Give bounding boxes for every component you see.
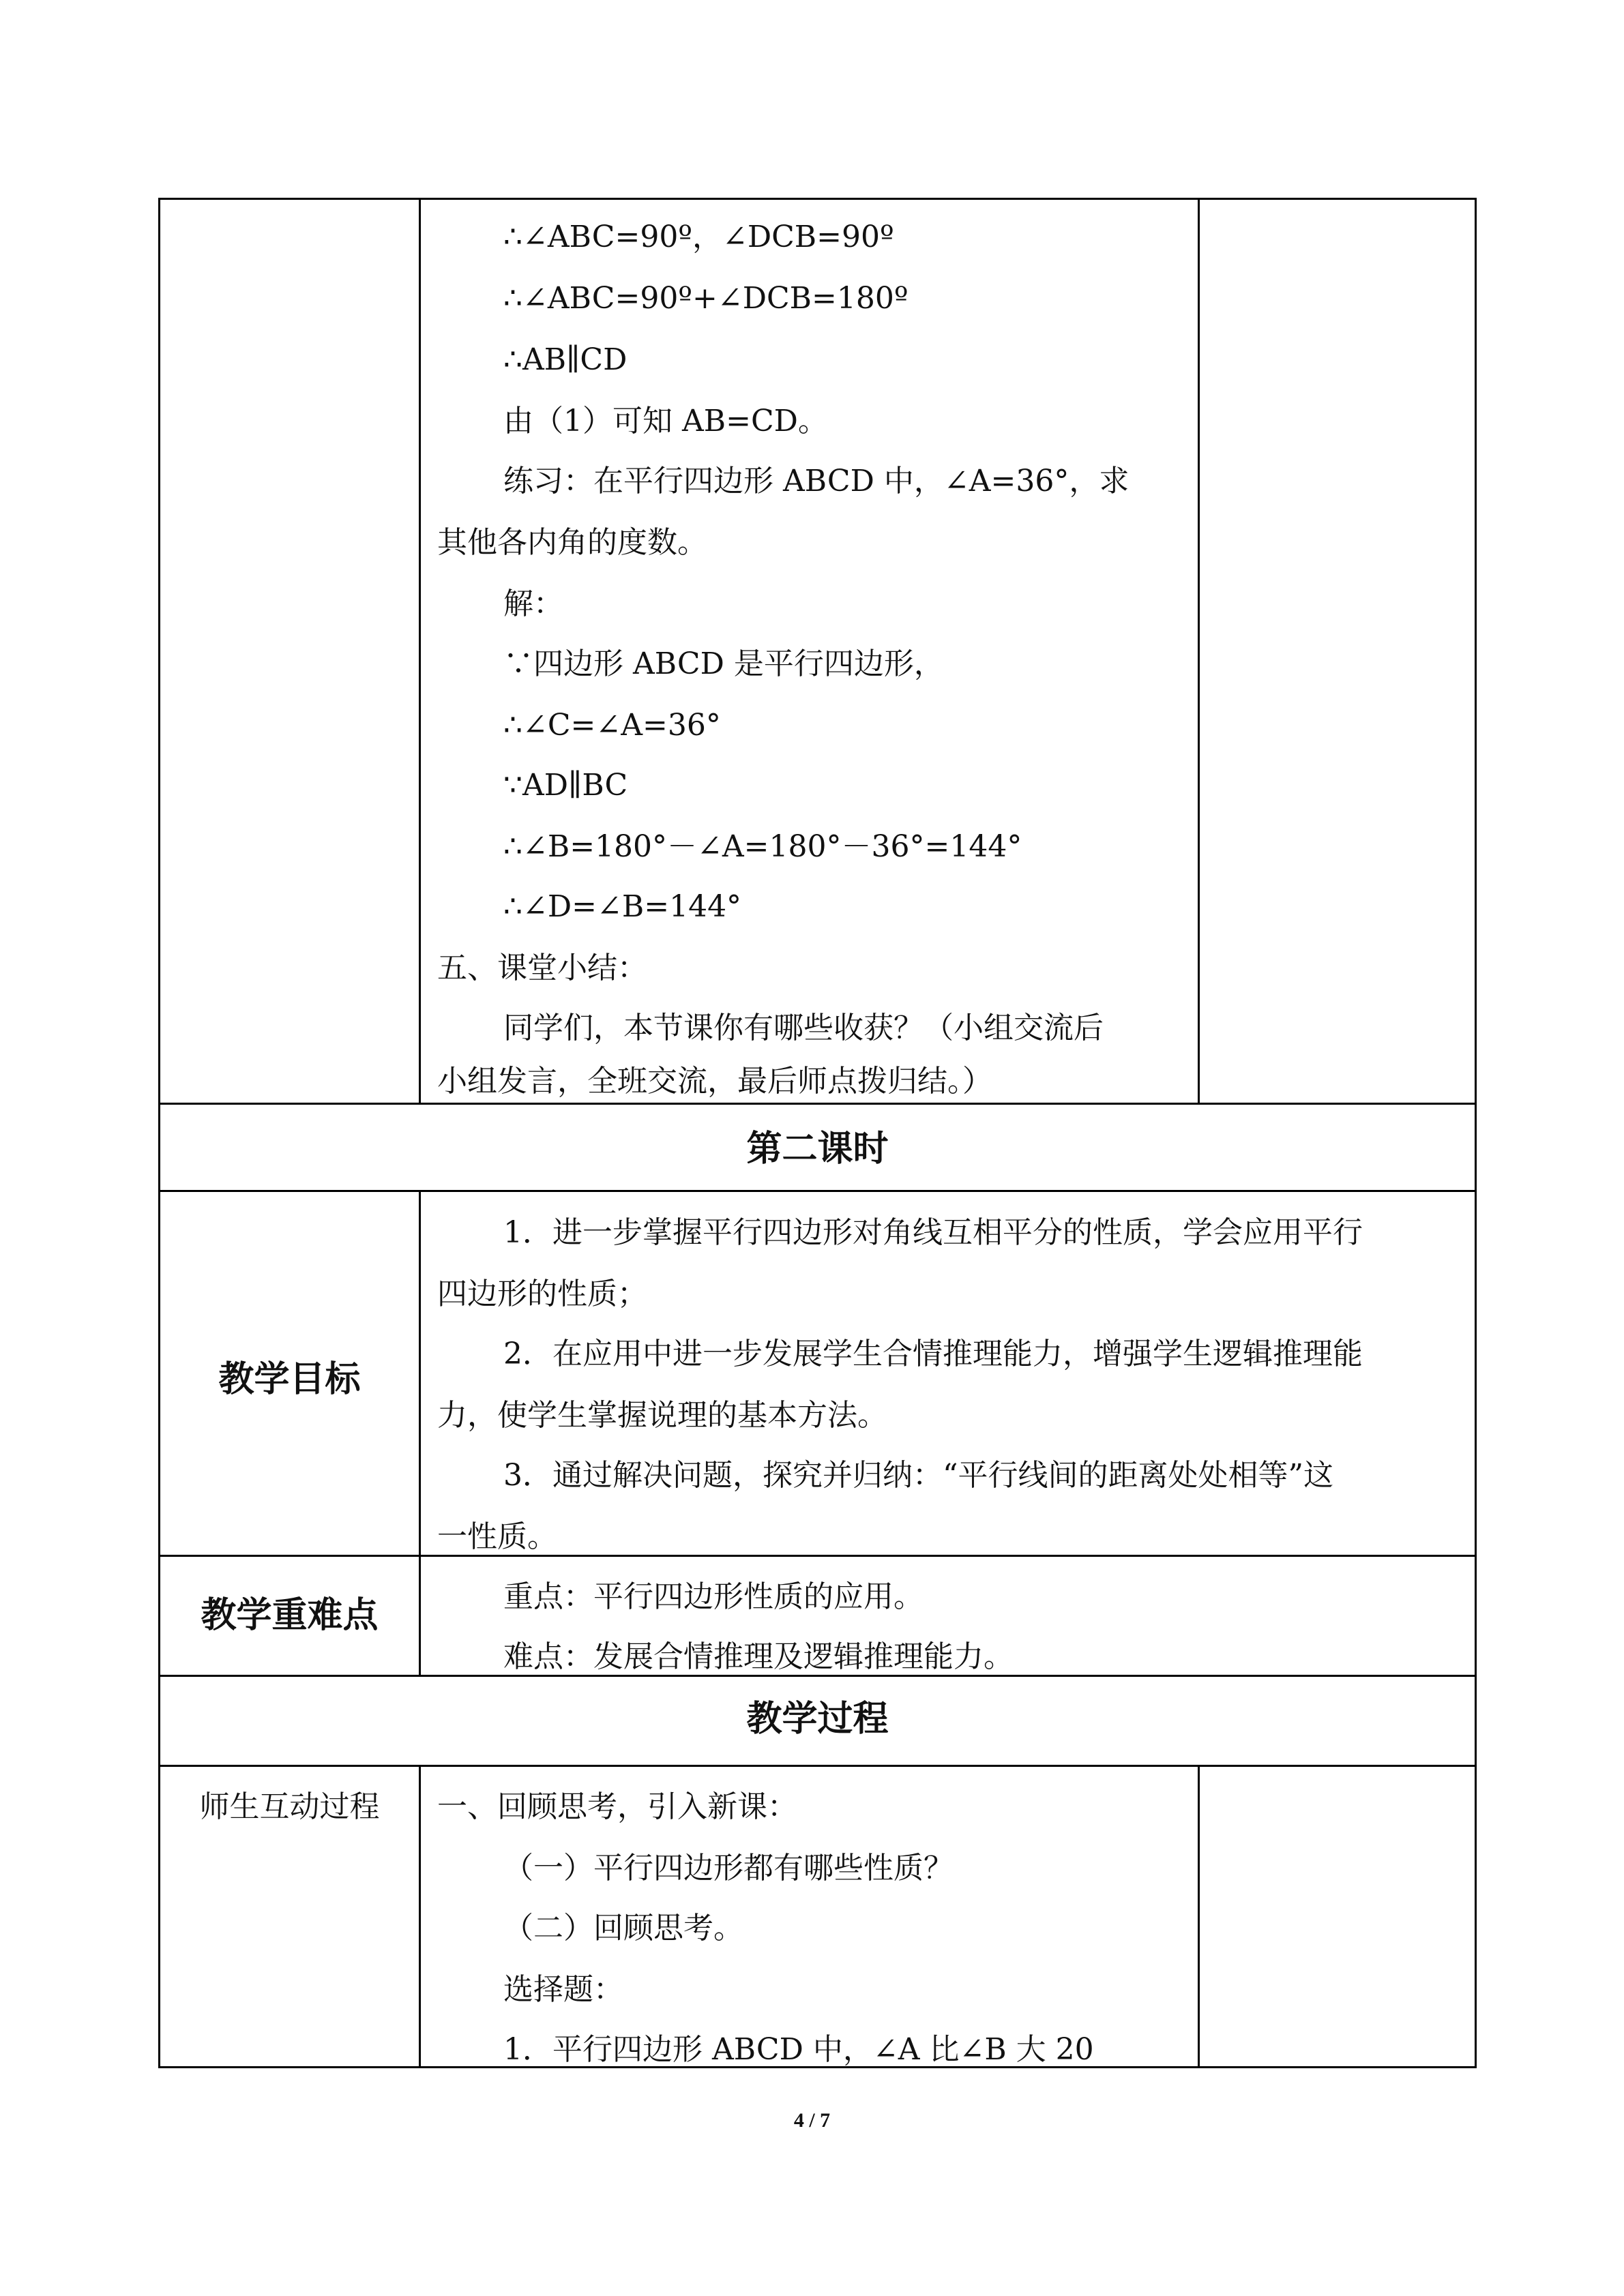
row-divider-lesson2-top (158, 1103, 1477, 1105)
objectives-label: 教学目标 (218, 1358, 361, 1400)
col-divider-2-bottom (1198, 1765, 1200, 2068)
summary-text: 同学们，本节课你有哪些收获？（小组交流后 (503, 1011, 1104, 1045)
key-point-line: 难点：发展合情推理及逻辑推理能力。 (503, 1639, 1014, 1674)
row-divider-process-bottom (158, 1765, 1477, 1767)
col-divider-2-top (1198, 198, 1200, 1105)
proof-line: ∴∠ABC=90º+∠DCB=180º (503, 281, 909, 316)
objective-line: 2．在应用中进一步发展学生合情推理能力，增强学生逻辑推理能 (503, 1337, 1363, 1371)
row-divider-lesson2-bottom (158, 1190, 1477, 1192)
col-divider-1-top (419, 198, 421, 1105)
summary-text-cont: 小组发言，全班交流，最后师点拨归结。） (437, 1064, 992, 1099)
objective-line: 一性质。 (437, 1519, 557, 1554)
objective-line: 四边形的性质； (437, 1277, 647, 1311)
proof-line: ∴∠ABC=90º，∠DCB=90º (503, 220, 894, 254)
interaction-line: （二）回顾思考。 (503, 1911, 743, 1945)
objective-line: 1．进一步掌握平行四边形对角线互相平分的性质，学会应用平行 (503, 1215, 1363, 1250)
interaction-line: 选择题： (503, 1972, 623, 2007)
objective-line: 力，使学生掌握说理的基本方法。 (437, 1398, 887, 1433)
summary-heading: 五、课堂小结： (437, 951, 647, 985)
interaction-line: （一）平行四边形都有哪些性质？ (503, 1851, 954, 1885)
solution-label: 解： (503, 586, 563, 621)
solution-line: ∴∠D=∠B=144° (503, 889, 742, 924)
solution-line: ∴∠C=∠A=36° (503, 708, 721, 743)
solution-line: ∴∠B=180°－∠A=180°－36°=144° (503, 829, 1022, 864)
process-title: 教学过程 (746, 1698, 889, 1740)
exercise-text: 练习：在平行四边形 ABCD 中，∠A=36°，求 (503, 464, 1130, 498)
interaction-label: 师生互动过程 (199, 1789, 380, 1824)
key-point-line: 重点：平行四边形性质的应用。 (503, 1579, 924, 1614)
row-divider-objectives-bottom (158, 1555, 1477, 1557)
solution-line: ∵AD∥BC (503, 768, 628, 803)
proof-line: 由（1）可知 AB=CD。 (503, 404, 828, 438)
table-top-border (158, 198, 1477, 200)
lesson2-title: 第二课时 (746, 1128, 889, 1169)
objective-line: 3．通过解决问题，探究并归纳：“平行线间的距离处处相等”这 (503, 1458, 1333, 1493)
interaction-line: 一、回顾思考，引入新课： (437, 1789, 797, 1824)
proof-line: ∴AB∥CD (503, 342, 628, 377)
key-points-label: 教学重难点 (201, 1594, 379, 1636)
solution-line: ∵四边形 ABCD 是平行四边形， (503, 646, 944, 681)
page-number: 4 / 7 (793, 2109, 831, 2132)
exercise-text-cont: 其他各内角的度数。 (437, 525, 707, 560)
interaction-line: 1．平行四边形 ABCD 中，∠A 比∠B 大 20 (503, 2032, 1094, 2067)
